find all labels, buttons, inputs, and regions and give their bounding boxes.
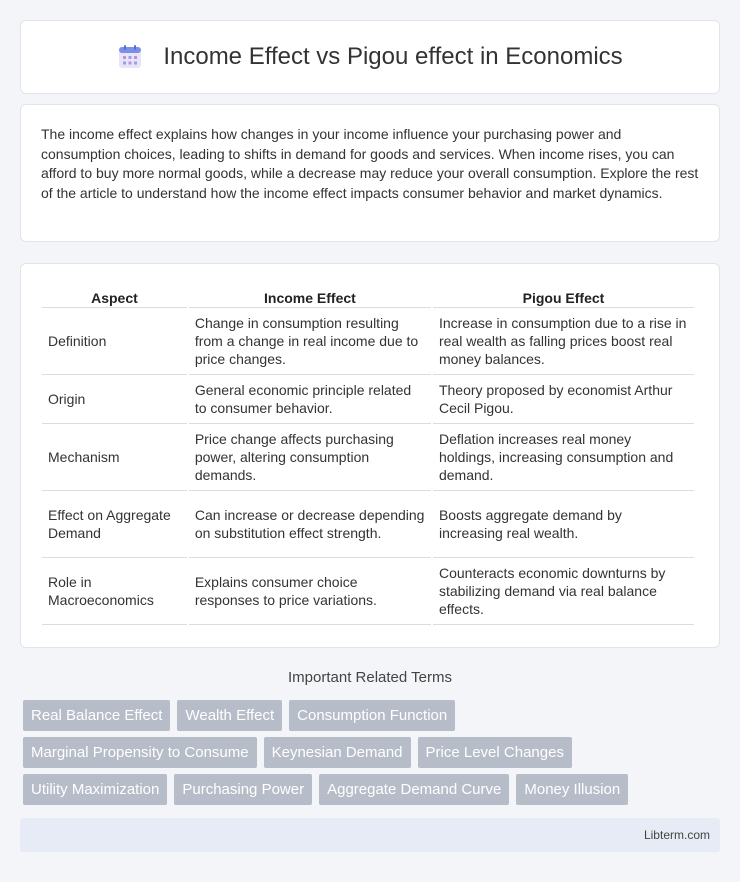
table-row [42, 558, 694, 625]
aspect-cell: Origin [42, 375, 187, 424]
pigou-effect-cell: Theory proposed by economist Arthur Cecil Pigou. [433, 375, 694, 424]
header-aspect: Aspect [42, 284, 187, 308]
header-pigou-effect: Pigou Effect [433, 284, 694, 308]
tag-consumption-function[interactable]: Consumption Function [289, 700, 455, 731]
comparison-table [40, 284, 696, 625]
income-effect-cell: Change in consumption resulting from a change in real income due to price changes. [189, 308, 431, 375]
aspect-cell: Role in Macroeconomics [42, 558, 187, 625]
intro-paragraph: The income effect explains how changes in your income influence your purchasing power and consumption choices, leading to shifts in demand for goods and services. When income rises, you can afford to buy more normal goods, while a decrease may reduce your overall consumption. Explore the rest of the article to understand how the income effect impacts consumer behavior and market dynamics. [41, 126, 699, 201]
pigou-effect-cell: Deflation increases real money holdings, increasing consumption and demand. [433, 424, 694, 491]
aspect-cell: Mechanism [42, 424, 187, 491]
header-card [20, 20, 720, 94]
tag-utility-maximization[interactable]: Utility Maximization [23, 774, 167, 805]
tag-aggregate-demand-curve[interactable]: Aggregate Demand Curve [319, 774, 509, 805]
table-row [42, 424, 694, 491]
pigou-effect-cell: Counteracts economic downturns by stabilizing demand via real balance effects. [433, 558, 694, 625]
footer [20, 818, 720, 852]
aspect-cell: Effect on Aggregate Demand [42, 491, 187, 558]
tag-row [23, 774, 723, 805]
table-row [42, 308, 694, 375]
income-effect-cell: General economic principle related to consumer behavior. [189, 375, 431, 424]
footer-site-link[interactable]: Libterm.com [643, 828, 710, 842]
pigou-effect-cell: Increase in consumption due to a rise in real wealth as falling prices boost real money balances. [433, 308, 694, 375]
tag-row [23, 737, 723, 768]
income-effect-cell: Can increase or decrease depending on substitution effect strength. [189, 491, 431, 558]
tag-money-illusion[interactable]: Money Illusion [516, 774, 628, 805]
header-income-effect: Income Effect [189, 284, 431, 308]
income-effect-cell: Explains consumer choice responses to price variations. [189, 558, 431, 625]
aspect-cell: Definition [42, 308, 187, 375]
tag-real-balance-effect[interactable]: Real Balance Effect [23, 700, 170, 731]
page-title: Income Effect vs Pigou effect in Economics [163, 43, 623, 70]
comparison-card [20, 263, 720, 648]
tag-row [23, 700, 723, 731]
tag-wealth-effect[interactable]: Wealth Effect [177, 700, 282, 731]
pigou-effect-cell: Boosts aggregate demand by increasing real wealth. [433, 491, 694, 558]
tag-keynesian-demand[interactable]: Keynesian Demand [264, 737, 411, 768]
related-terms-list [23, 700, 723, 811]
tag-purchasing-power[interactable]: Purchasing Power [174, 774, 312, 805]
related-terms-title: Important Related Terms [288, 669, 452, 686]
calendar-grid-icon [117, 44, 143, 70]
tag-price-level-changes[interactable]: Price Level Changes [418, 737, 572, 768]
income-effect-cell: Price change affects purchasing power, altering consumption demands. [189, 424, 431, 491]
table-row [42, 375, 694, 424]
table-header-row [42, 284, 694, 308]
table-row [42, 491, 694, 558]
intro-card [20, 104, 720, 242]
tag-marginal-propensity-to-consume[interactable]: Marginal Propensity to Consume [23, 737, 257, 768]
